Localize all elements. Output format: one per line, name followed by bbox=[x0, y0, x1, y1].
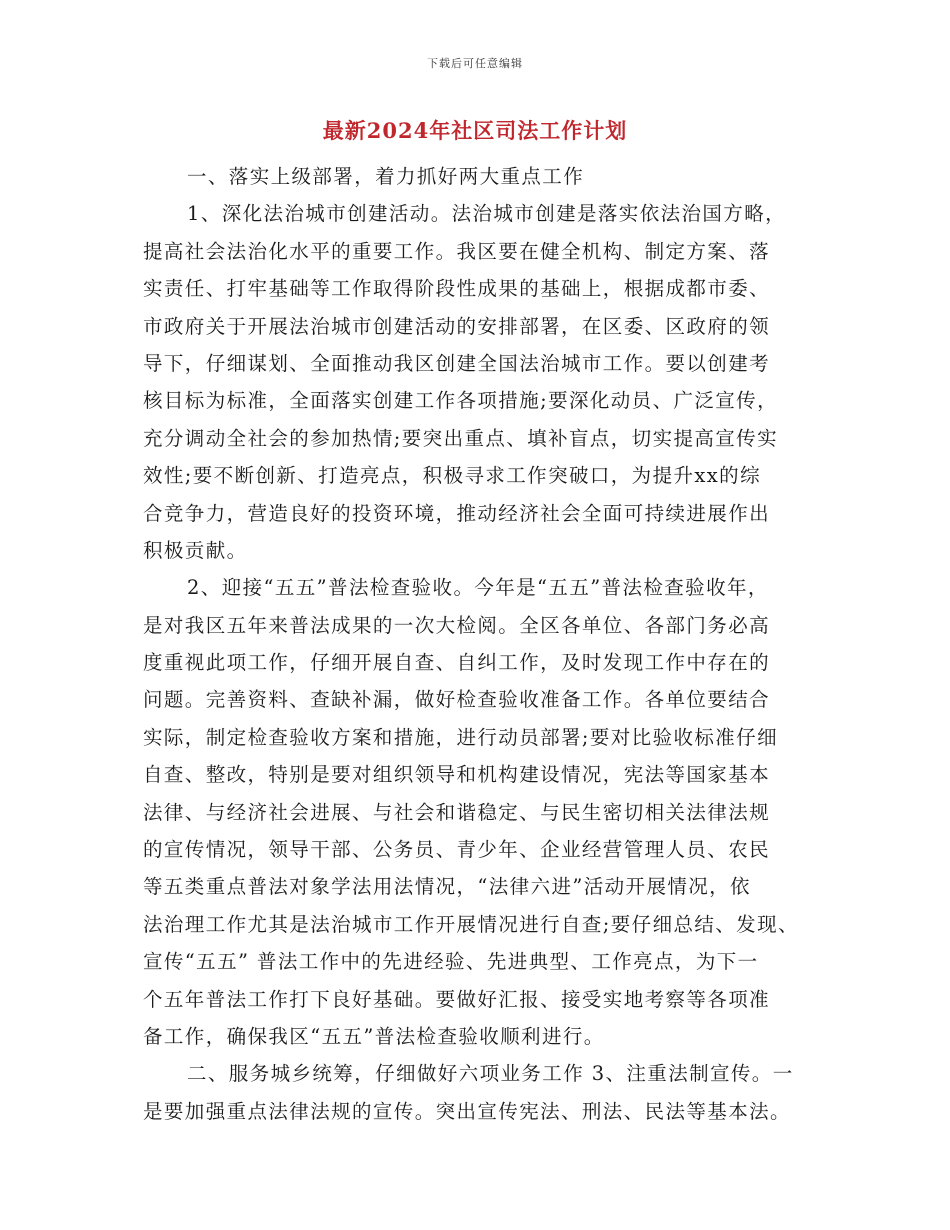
paragraph-line: 合竞争力，营造良好的投资环境，推动经济社会全面可持续进展作出 bbox=[143, 501, 771, 525]
section-heading: 二、服务城乡统筹，仔细做好六项业务工作 3、注重法制宣传。一 bbox=[187, 1062, 794, 1086]
document-title: 最新2024年社区司法工作计划 bbox=[322, 118, 628, 143]
paragraph-line: 宣传“五五” 普法工作中的先进经验、先进典型、工作亮点，为下一 bbox=[143, 950, 759, 974]
paragraph-line: 核目标为标准，全面落实创建工作各项措施;要深化动员、广泛宣传， bbox=[143, 389, 778, 413]
paragraph-line: 自查、整改，特别是要对组织领导和机构建设情况，宪法等国家基本 bbox=[143, 763, 771, 787]
paragraph-line: 市政府关于开展法治城市创建活动的安排部署，在区委、区政府的领 bbox=[143, 314, 771, 338]
paragraph-line: 充分调动全社会的参加热情;要突出重点、填补盲点，切实提高宣传实 bbox=[143, 426, 778, 450]
paragraph-line: 备工作，确保我区“五五”普法检查验收顺利进行。 bbox=[143, 1024, 605, 1048]
paragraph-line: 1、深化法治城市创建活动。法治城市创建是落实依法治国方略， bbox=[187, 202, 787, 226]
paragraph-line: 提高社会法治化水平的重要工作。我区要在健全机构、制定方案、落 bbox=[143, 239, 771, 263]
paragraph-line: 度重视此项工作，仔细开展自查、自纠工作，及时发现工作中存在的 bbox=[143, 651, 771, 675]
paragraph-line: 法治理工作尤其是法治城市工作开展情况进行自查;要仔细总结、发现、 bbox=[143, 912, 799, 936]
header-note: 下载后可任意编辑 bbox=[427, 57, 523, 70]
paragraph-line: 法律、与经济社会进展、与社会和谐稳定、与民生密切相关法律法规 bbox=[143, 800, 771, 824]
paragraph-line: 是对我区五年来普法成果的一次大检阅。全区各单位、各部门务必高 bbox=[143, 613, 771, 637]
paragraph-line: 的宣传情况，领导干部、公务员、青少年、企业经营管理人员、农民 bbox=[143, 838, 771, 862]
paragraph-line: 导下，仔细谋划、全面推动我区创建全国法治城市工作。要以创建考 bbox=[143, 351, 771, 375]
paragraph-line: 等五类重点普法对象学法用法情况，“法律六进”活动开展情况，依 bbox=[143, 875, 751, 899]
section-heading: 一、落实上级部署，着力抓好两大重点工作 bbox=[187, 165, 585, 188]
paragraph-line: 个五年普法工作打下良好基础。要做好汇报、接受实地考察等各项准 bbox=[143, 987, 771, 1011]
paragraph-line: 积极贡献。 bbox=[143, 538, 248, 562]
paragraph-line: 实责任、打牢基础等工作取得阶段性成果的基础上，根据成都市委、 bbox=[143, 277, 771, 301]
paragraph-line: 问题。完善资料、查缺补漏，做好检查验收准备工作。各单位要结合 bbox=[143, 688, 771, 712]
paragraph-line: 实际，制定检查验收方案和措施，进行动员部署;要对比验收标准仔细 bbox=[143, 725, 778, 749]
paragraph-line: 2、迎接“五五”普法检查验收。今年是“五五”普法检查验收年， bbox=[187, 576, 769, 600]
paragraph-line: 效性;要不断创新、打造亮点，积极寻求工作突破口，为提升xx的综 bbox=[143, 464, 761, 488]
paragraph-line: 是要加强重点法律法规的宣传。突出宣传宪法、刑法、民法等基本法。 bbox=[143, 1099, 791, 1123]
document-body bbox=[143, 158, 823, 1130]
